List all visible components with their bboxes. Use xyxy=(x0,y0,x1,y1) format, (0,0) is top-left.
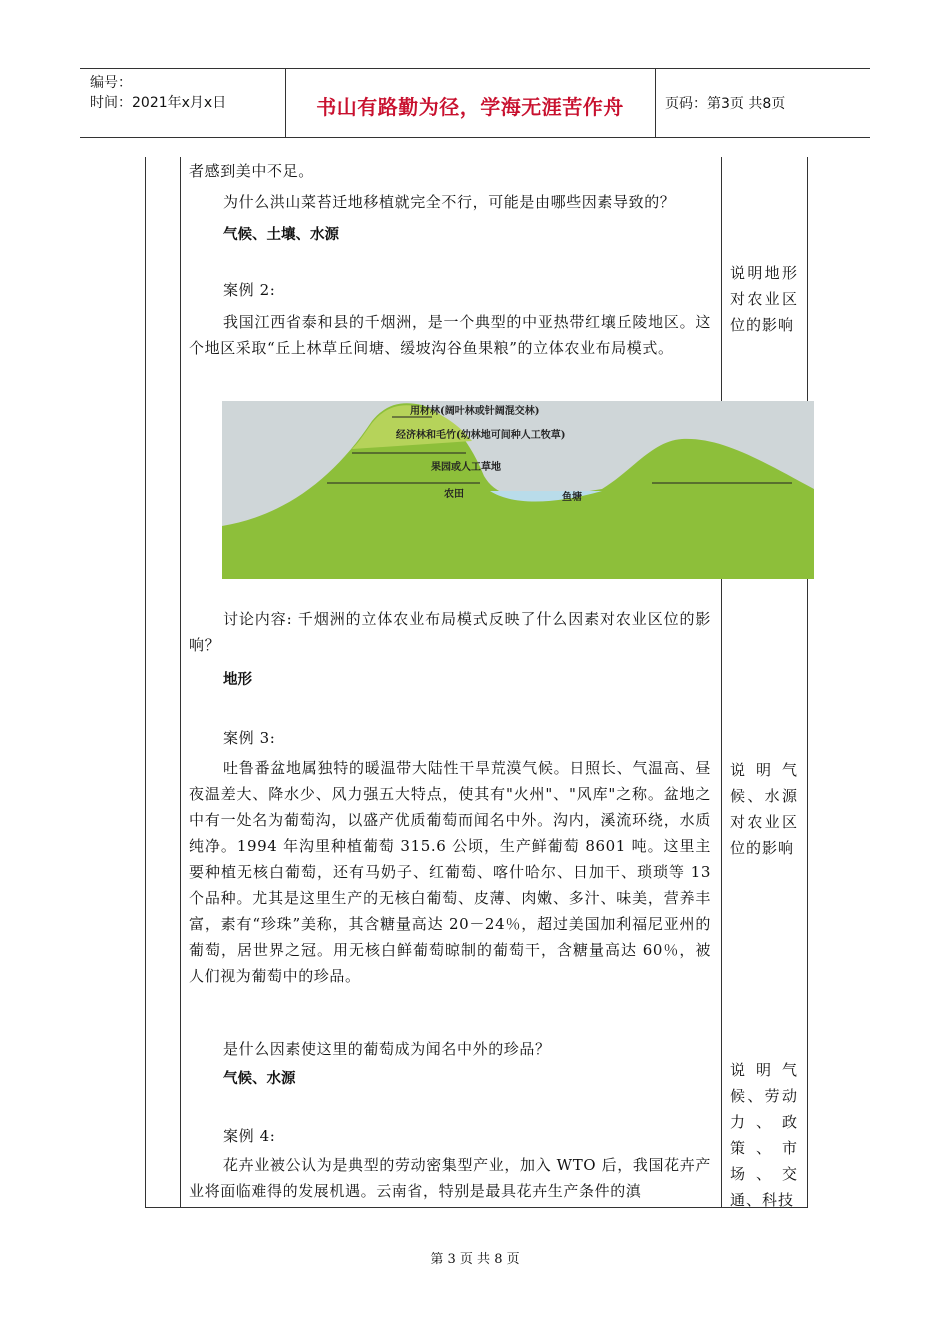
case-2-text: 我国江西省泰和县的千烟洲，是一个典型的中亚热带红壤丘陵地区。这个地区采取“丘上林草丘间塘、缓坡沟谷鱼果粮”的立体农业布局模式。 xyxy=(189,313,711,357)
label-economic-forest: 经济林和毛竹(幼林地可间种人工牧草) xyxy=(396,430,566,441)
page-indicator: 页码：第3页 共8页 xyxy=(665,96,786,112)
label-orchard: 果园或人工草地 xyxy=(431,462,501,473)
case-2-title: 案例 2: xyxy=(223,281,276,299)
table-column-divider xyxy=(721,157,722,1207)
question-1: 为什么洪山菜苔迁地移植就完全不行，可能是由哪些因素导致的？ xyxy=(223,193,676,211)
case-4-text: 花卉业被公认为是典型的劳动密集型产业，加入 WTO 后，我国花卉产业将面临难得的发展机遇。云南省，特别是最具花卉生产条件的滇 xyxy=(189,1156,711,1200)
label-fish-pond: 鱼塘 xyxy=(562,492,582,503)
number-label: 编号： xyxy=(90,75,132,91)
answer-1: 气候、土壤、水源 xyxy=(223,227,339,243)
header-divider xyxy=(655,69,656,137)
table-column-divider xyxy=(180,157,181,1207)
case-3-text: 吐鲁番盆地属独特的暖温带大陆性干旱荒漠气候。日照长、气温高、昼夜温差大、降水少、风力强五大特点，使其有"火州"、"风库"之称。盆地之中有一处名为葡萄沟，以盛产优质葡萄而闻名中外。沟内，溪流环绕，水质纯净。1994 年沟里种植葡萄 315.6 公顷，生产鲜葡萄 8601 吨。这里主要种植无核白葡萄，还有马奶子、红葡萄、喀什哈尔、日加干、琐琐等 13 个品种。尤其是这里生产的无核白葡萄、皮薄、肉嫩、多汁、味美，营养丰富，素有“珍珠”美称，其含糖量高达 20－24％，超过美国加利福尼亚州的葡萄，居世界之冠。用无核白鲜葡萄晾制的葡萄干，含糖量高达 60％，被人们视为葡萄中的珍品。 xyxy=(189,759,711,985)
header-meta xyxy=(90,73,226,113)
terrain-diagram xyxy=(222,401,814,579)
page-footer: 第 3 页 共 8 页 xyxy=(430,1252,520,1267)
note-factors: 说明气候、劳动力、政策、市场、交通、科技 xyxy=(730,1061,798,1209)
page-header xyxy=(80,68,870,138)
note-climate-water: 说明气候、水源对农业区位的影响 xyxy=(730,761,798,857)
answer-3: 气候、水源 xyxy=(223,1071,296,1087)
time-label: 时间：2021年x月x日 xyxy=(90,95,227,111)
label-farmland: 农田 xyxy=(444,489,464,500)
label-timber-forest: 用材林(阔叶林或针阔混交林) xyxy=(410,406,540,417)
motto: 书山有路勤为径，学海无涯苦作舟 xyxy=(316,95,624,119)
discussion-2: 讨论内容: 千烟洲的立体农业布局模式反映了什么因素对农业区位的影响？ xyxy=(189,610,711,654)
note-terrain: 说明地形对农业区位的影响 xyxy=(730,264,798,334)
paragraph-continued: 者感到美中不足。 xyxy=(189,162,314,180)
terrain-diagram-svg xyxy=(222,401,814,579)
case-3-title: 案例 3: xyxy=(223,729,276,747)
question-3: 是什么因素使这里的葡萄成为闻名中外的珍品？ xyxy=(223,1040,551,1058)
answer-2: 地形 xyxy=(223,672,252,688)
case-4-title: 案例 4: xyxy=(223,1127,276,1145)
